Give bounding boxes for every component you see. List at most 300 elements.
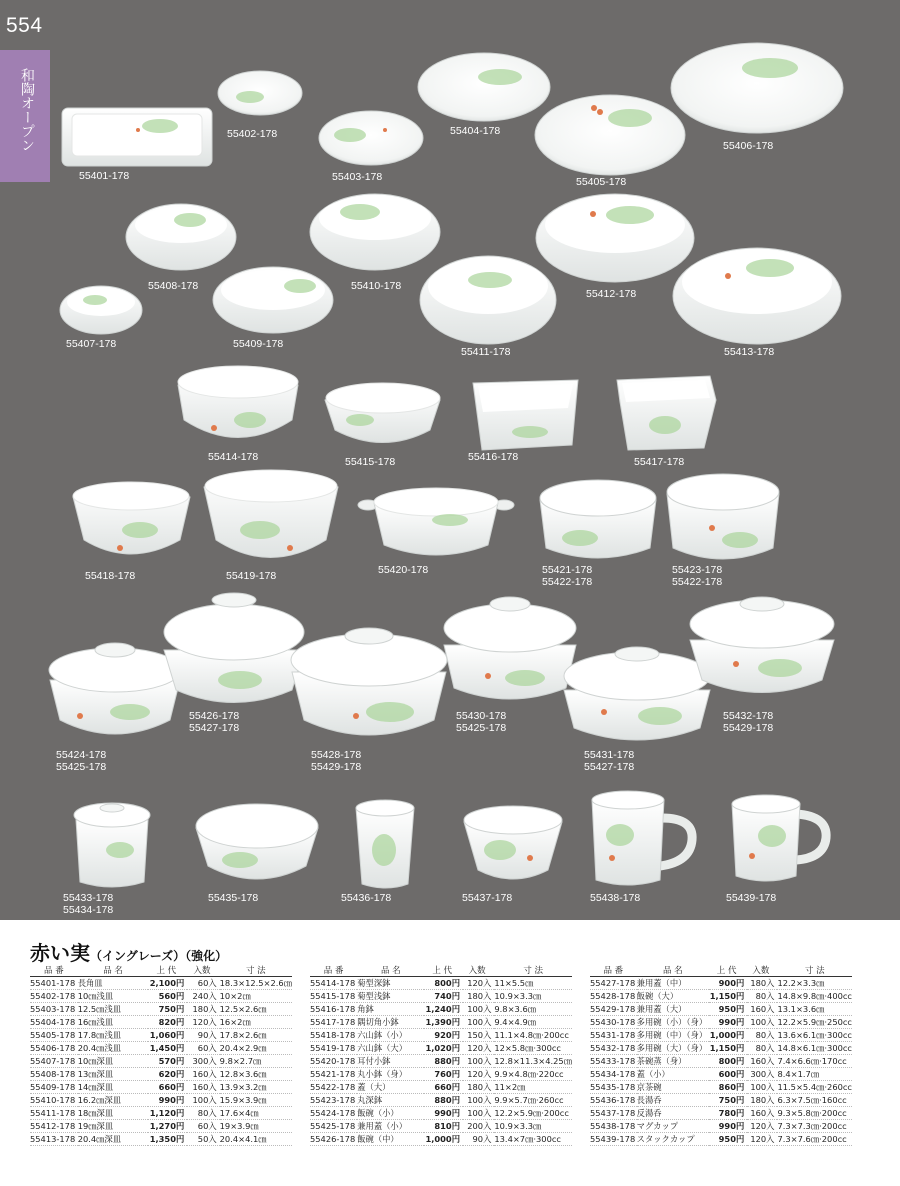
item-name: 12.5㎝浅皿 xyxy=(78,1003,149,1016)
table-row xyxy=(590,1068,852,1081)
label-55437: 55437-178 xyxy=(462,892,513,904)
item-number: 55429-178 xyxy=(590,1004,636,1014)
item-quantity: 80入 xyxy=(747,1042,777,1055)
label-55410: 55410-178 xyxy=(351,280,402,292)
header-no: 品 番 xyxy=(590,963,637,977)
label-55436: 55436-178 xyxy=(341,892,392,904)
label-55435: 55435-178 xyxy=(208,892,259,904)
item-quantity: 200入 xyxy=(463,1120,494,1133)
item-quantity: 120入 xyxy=(747,1133,777,1146)
item-number: 55416-178 xyxy=(310,1004,356,1014)
dish-55418 xyxy=(73,482,190,554)
item-number: 55438-178 xyxy=(590,1121,636,1131)
item-size: 10.9×3.3㎝ xyxy=(494,990,572,1003)
series-subtitle: （イングレーズ）（強化） xyxy=(90,949,228,963)
table-row xyxy=(30,1107,292,1120)
item-quantity: 120入 xyxy=(747,1120,777,1133)
item-number: 55430-178 xyxy=(590,1017,636,1027)
dish-55417 xyxy=(617,376,716,450)
table-row xyxy=(310,1133,572,1146)
item-name: 耳付小鉢 xyxy=(357,1055,424,1068)
table-row xyxy=(30,1081,292,1094)
item-quantity: 180入 xyxy=(187,1003,219,1016)
table-row xyxy=(30,1120,292,1133)
item-number: 55407-178 xyxy=(30,1055,78,1068)
item-quantity: 300入 xyxy=(747,1068,777,1081)
item-price: 880円 xyxy=(424,1055,463,1068)
item-price: 740円 xyxy=(424,990,463,1003)
label-55422-b: 55422-178 xyxy=(672,576,723,588)
table-row xyxy=(310,1003,572,1016)
item-price: 1,240円 xyxy=(424,1003,463,1016)
item-quantity: 100入 xyxy=(747,1081,777,1094)
item-size: 13.1×3.6㎝ xyxy=(777,1003,852,1016)
table-row xyxy=(590,1094,852,1107)
label-55403: 55403-178 xyxy=(332,171,383,183)
item-price: 570円 xyxy=(148,1055,187,1068)
item-size: 12.2×5.9㎝·250cc xyxy=(777,1017,852,1027)
item-name: 兼用蓋（小） xyxy=(357,1120,424,1133)
label-55414: 55414-178 xyxy=(208,451,259,463)
item-quantity: 80入 xyxy=(747,990,777,1003)
item-price: 950円 xyxy=(709,1133,747,1146)
dish-55401 xyxy=(62,108,212,166)
item-size: 10.9×3.3㎝ xyxy=(494,1120,572,1133)
item-price: 1,270円 xyxy=(148,1120,187,1133)
dish-55411 xyxy=(420,256,556,344)
item-size: 7.3×7.3㎝·200cc xyxy=(777,1120,852,1133)
dish-55415 xyxy=(325,383,440,443)
item-price: 810円 xyxy=(424,1120,463,1133)
item-name: 10㎝深皿 xyxy=(78,1055,149,1068)
dish-55416 xyxy=(473,380,578,450)
item-number: 55424-178 xyxy=(310,1108,356,1118)
item-size: 8.4×1.7㎝ xyxy=(777,1068,852,1081)
category-label: 和陶オープン xyxy=(19,68,35,152)
item-name: 長角皿 xyxy=(78,977,149,990)
label-55430: 55430-178 xyxy=(456,710,507,722)
header-no: 品 番 xyxy=(30,963,78,977)
item-name: 飯碗（大） xyxy=(637,990,709,1003)
label-55439: 55439-178 xyxy=(726,892,777,904)
dish-55402 xyxy=(218,71,302,115)
table-row xyxy=(590,1081,852,1094)
item-name: 多用碗（大）（身） xyxy=(636,1043,708,1053)
item-name: マグカップ xyxy=(637,1120,709,1133)
label-55407: 55407-178 xyxy=(66,338,117,350)
series-title: 赤い実 xyxy=(30,941,90,965)
table-row xyxy=(590,1042,852,1055)
table-row xyxy=(310,1016,572,1029)
item-price: 950円 xyxy=(709,1003,747,1016)
table-row xyxy=(310,1107,572,1120)
item-number: 55423-178 xyxy=(310,1095,356,1105)
item-number: 55408-178 xyxy=(30,1068,78,1081)
item-size: 12.2×3.3㎝ xyxy=(777,977,852,990)
item-number: 55420-178 xyxy=(310,1056,356,1066)
dish-55413 xyxy=(673,248,841,344)
item-quantity: 160入 xyxy=(747,1055,777,1068)
header-name: 品 名 xyxy=(357,963,424,977)
item-quantity: 120入 xyxy=(187,1016,219,1029)
item-size: 6.3×7.5㎝·160cc xyxy=(777,1094,852,1107)
item-name: 17.8㎝浅皿 xyxy=(78,1029,149,1042)
table-row xyxy=(590,1055,852,1068)
item-name: 六山鉢（大） xyxy=(357,1042,424,1055)
item-price: 900円 xyxy=(709,977,747,990)
item-name: 20.4㎝深皿 xyxy=(78,1133,149,1146)
item-size: 11.1×4.8㎝·200cc xyxy=(494,1029,572,1042)
item-size: 17.6×4㎝ xyxy=(220,1107,292,1120)
label-55417: 55417-178 xyxy=(634,456,685,468)
item-quantity: 180入 xyxy=(463,990,494,1003)
item-size: 13.4×7㎝·300cc xyxy=(494,1133,572,1146)
table-row xyxy=(310,1029,572,1042)
label-55411: 55411-178 xyxy=(461,346,511,358)
label-55425-a: 55425-178 xyxy=(56,761,107,773)
item-size: 14.8×9.8㎝·400cc xyxy=(777,991,852,1001)
table-row xyxy=(30,1094,292,1107)
item-price: 600円 xyxy=(709,1068,747,1081)
item-price: 860円 xyxy=(709,1081,747,1094)
label-55427-a: 55427-178 xyxy=(189,722,240,734)
table-row xyxy=(30,1016,292,1029)
item-size: 18.3×12.5×2.6㎝ xyxy=(219,978,292,988)
header-size: 寸 法 xyxy=(777,963,852,977)
page-number: 554 xyxy=(6,14,43,37)
item-number: 55436-178 xyxy=(590,1095,636,1105)
item-number: 55422-178 xyxy=(310,1082,356,1092)
item-size: 9.9×5.7㎝·260cc xyxy=(494,1094,572,1107)
table-row xyxy=(590,1016,852,1029)
dish-55420 xyxy=(358,488,514,555)
item-price: 1,000円 xyxy=(424,1133,463,1146)
table-row xyxy=(310,990,572,1003)
label-55413: 55413-178 xyxy=(724,346,775,358)
label-55423: 55423-178 xyxy=(672,564,723,576)
table-row xyxy=(310,1081,572,1094)
item-number: 55437-178 xyxy=(590,1108,636,1118)
label-55424: 55424-178 xyxy=(56,749,107,761)
item-number: 55404-178 xyxy=(30,1016,78,1029)
dish-55430 xyxy=(444,597,576,699)
item-name: 反湯呑 xyxy=(637,1107,709,1120)
item-price: 1,060円 xyxy=(148,1029,187,1042)
spec-table-3 xyxy=(590,963,852,1146)
item-name: 角鉢 xyxy=(357,1003,424,1016)
header-qty: 入数 xyxy=(747,963,777,977)
table-row xyxy=(590,990,852,1003)
label-55427-b: 55427-178 xyxy=(584,761,635,773)
item-quantity: 100入 xyxy=(463,1003,494,1016)
table-row xyxy=(590,977,852,990)
item-quantity: 160入 xyxy=(187,1068,219,1081)
item-size: 16×2㎝ xyxy=(220,1016,292,1029)
dish-55431 xyxy=(564,647,710,740)
item-number: 55418-178 xyxy=(310,1030,356,1040)
header-name: 品 名 xyxy=(78,963,149,977)
table-row xyxy=(590,1107,852,1120)
table-row xyxy=(310,1068,572,1081)
item-quantity: 60入 xyxy=(187,1042,219,1055)
label-55412: 55412-178 xyxy=(586,288,637,300)
item-name: 丸深鉢 xyxy=(357,1094,424,1107)
item-price: 990円 xyxy=(709,1016,747,1029)
table-row xyxy=(30,977,292,990)
item-quantity: 240入 xyxy=(187,990,219,1003)
item-number: 55421-178 xyxy=(310,1069,356,1079)
item-name: 多用碗（中）（身） xyxy=(636,1030,708,1040)
dish-55428 xyxy=(291,628,447,735)
item-name: 菊型深鉢 xyxy=(357,977,424,990)
item-number: 55428-178 xyxy=(590,991,636,1001)
dish-55404 xyxy=(418,53,550,121)
table-row xyxy=(310,977,572,990)
item-price: 820円 xyxy=(148,1016,187,1029)
item-price: 1,390円 xyxy=(424,1016,463,1029)
item-price: 660円 xyxy=(148,1081,187,1094)
item-quantity: 60入 xyxy=(187,977,219,990)
label-55433: 55433-178 xyxy=(63,892,114,904)
item-name: 菊型浅鉢 xyxy=(357,990,424,1003)
table-row xyxy=(590,1120,852,1133)
label-55432: 55432-178 xyxy=(723,710,774,722)
item-name: 18㎝深皿 xyxy=(78,1107,149,1120)
dish-55421 xyxy=(540,480,656,558)
dish-55412 xyxy=(536,194,694,282)
item-price: 990円 xyxy=(709,1120,747,1133)
label-55421: 55421-178 xyxy=(542,564,593,576)
table-row xyxy=(590,1003,852,1016)
item-price: 990円 xyxy=(148,1094,187,1107)
item-quantity: 90入 xyxy=(463,1133,494,1146)
item-number: 55402-178 xyxy=(30,990,78,1003)
item-price: 2,100円 xyxy=(148,977,187,990)
item-price: 760円 xyxy=(424,1068,463,1081)
table-row xyxy=(30,1029,292,1042)
item-name: 蓋（小） xyxy=(637,1068,709,1081)
item-quantity: 50入 xyxy=(187,1133,219,1146)
item-quantity: 180入 xyxy=(463,1081,494,1094)
dish-55408 xyxy=(126,204,236,270)
table-row xyxy=(590,1133,852,1146)
item-name: 飯碗（小） xyxy=(357,1107,424,1120)
header-name: 品 名 xyxy=(637,963,709,977)
table-row xyxy=(310,1055,572,1068)
item-name: 19㎝深皿 xyxy=(78,1120,149,1133)
item-number: 55426-178 xyxy=(310,1134,356,1144)
item-size: 11×5.5㎝ xyxy=(494,977,572,990)
item-quantity: 90入 xyxy=(187,1029,219,1042)
label-55406: 55406-178 xyxy=(723,140,774,152)
table-row xyxy=(30,1133,292,1146)
item-name: 京茶碗 xyxy=(637,1081,709,1094)
item-quantity: 100入 xyxy=(463,1016,494,1029)
item-price: 920円 xyxy=(424,1029,463,1042)
label-55438: 55438-178 xyxy=(590,892,641,904)
item-price: 1,020円 xyxy=(424,1042,463,1055)
label-55409: 55409-178 xyxy=(233,338,284,350)
item-quantity: 150入 xyxy=(463,1029,494,1042)
item-price: 750円 xyxy=(709,1094,747,1107)
item-number: 55417-178 xyxy=(310,1017,356,1027)
item-number: 55432-178 xyxy=(590,1043,636,1053)
item-quantity: 100入 xyxy=(747,1016,777,1029)
item-quantity: 160入 xyxy=(747,1107,777,1120)
item-number: 55431-178 xyxy=(590,1030,636,1040)
item-size: 19×3.9㎝ xyxy=(220,1120,292,1133)
item-name: 茶碗蒸（身） xyxy=(637,1055,709,1068)
item-price: 1,000円 xyxy=(709,1029,747,1042)
spec-table-2 xyxy=(310,963,572,1146)
item-quantity: 80入 xyxy=(747,1029,777,1042)
item-price: 880円 xyxy=(424,1094,463,1107)
item-number: 55406-178 xyxy=(30,1042,78,1055)
dish-55438 xyxy=(592,791,692,885)
item-number: 55401-178 xyxy=(30,977,78,990)
header-price: 上 代 xyxy=(148,963,187,977)
table-row xyxy=(310,1042,572,1055)
table-row xyxy=(30,1055,292,1068)
item-number: 55415-178 xyxy=(310,991,356,1001)
item-price: 800円 xyxy=(424,977,463,990)
item-number: 55414-178 xyxy=(310,978,356,988)
dish-55437 xyxy=(464,806,562,879)
item-quantity: 100入 xyxy=(463,1107,494,1120)
item-quantity: 180入 xyxy=(747,1094,777,1107)
item-name: 六山鉢（小） xyxy=(357,1029,424,1042)
item-name: 飯碗（中） xyxy=(357,1133,424,1146)
item-size: 7.4×6.6㎝·170cc xyxy=(777,1055,852,1068)
header-size: 寸 法 xyxy=(220,963,292,977)
label-55429-b: 55429-178 xyxy=(723,722,774,734)
dish-55436 xyxy=(356,800,414,888)
label-55420: 55420-178 xyxy=(378,564,429,576)
item-number: 55419-178 xyxy=(310,1043,356,1053)
item-quantity: 60入 xyxy=(187,1120,219,1133)
table-row xyxy=(30,990,292,1003)
item-number: 55433-178 xyxy=(590,1056,636,1066)
table-row xyxy=(590,1029,852,1042)
table-row xyxy=(30,1003,292,1016)
item-size: 12.5×2.6㎝ xyxy=(220,1003,292,1016)
dish-55405 xyxy=(535,95,685,175)
table-row xyxy=(30,1042,292,1055)
dish-55426 xyxy=(164,593,304,703)
item-quantity: 120入 xyxy=(463,1068,494,1081)
item-quantity: 100入 xyxy=(463,1055,494,1068)
label-55428: 55428-178 xyxy=(311,749,362,761)
label-55405: 55405-178 xyxy=(576,176,627,188)
item-number: 55425-178 xyxy=(310,1121,356,1131)
item-size: 13.9×3.2㎝ xyxy=(220,1081,292,1094)
dish-55406 xyxy=(671,43,843,133)
item-number: 55413-178 xyxy=(30,1133,78,1146)
dish-55419 xyxy=(204,470,338,558)
label-55418: 55418-178 xyxy=(85,570,136,582)
dish-55424 xyxy=(49,643,181,734)
item-number: 55435-178 xyxy=(590,1082,636,1092)
header-qty: 入数 xyxy=(187,963,219,977)
item-size: 9.4×4.9㎝ xyxy=(494,1016,572,1029)
item-size: 14.8×6.1㎝·300cc xyxy=(777,1043,852,1053)
item-quantity: 100入 xyxy=(187,1094,219,1107)
series-heading xyxy=(30,937,227,966)
header-qty: 入数 xyxy=(463,963,494,977)
dish-55435 xyxy=(196,804,318,879)
item-price: 620円 xyxy=(148,1068,187,1081)
item-price: 1,350円 xyxy=(148,1133,187,1146)
item-name: 10㎝浅皿 xyxy=(78,990,149,1003)
item-size: 12×5.8㎝·300cc xyxy=(494,1042,572,1055)
item-quantity: 120入 xyxy=(463,1042,494,1055)
item-name: 16㎝浅皿 xyxy=(78,1016,149,1029)
item-size: 9.3×5.8㎝·200cc xyxy=(777,1107,852,1120)
header-price: 上 代 xyxy=(424,963,463,977)
item-quantity: 80入 xyxy=(187,1107,219,1120)
item-price: 1,150円 xyxy=(709,1042,747,1055)
table-row xyxy=(30,1068,292,1081)
dish-55407 xyxy=(60,286,142,334)
item-price: 560円 xyxy=(148,990,187,1003)
item-name: 兼用蓋（中） xyxy=(637,977,709,990)
item-quantity: 180入 xyxy=(747,977,777,990)
table-row xyxy=(310,1120,572,1133)
item-name: 丸小鉢（身） xyxy=(357,1068,424,1081)
item-name: 多用碗（小）（身） xyxy=(636,1017,708,1027)
item-size: 11.5×5.4㎝·260cc xyxy=(777,1082,852,1092)
item-number: 55434-178 xyxy=(590,1069,636,1079)
label-55404: 55404-178 xyxy=(450,125,501,137)
label-55434: 55434-178 xyxy=(63,904,114,916)
label-55408: 55408-178 xyxy=(148,280,199,292)
dish-55423 xyxy=(667,474,779,559)
item-number: 55411-178 xyxy=(30,1107,78,1120)
item-size: 20.4×2.9㎝ xyxy=(220,1042,292,1055)
item-name: スタックカップ xyxy=(637,1133,709,1146)
label-55401: 55401-178 xyxy=(79,170,130,182)
item-number: 55410-178 xyxy=(30,1094,78,1107)
label-55429-a: 55429-178 xyxy=(311,761,362,773)
label-55431: 55431-178 xyxy=(584,749,635,761)
label-55425-b: 55425-178 xyxy=(456,722,507,734)
dish-55439 xyxy=(732,795,826,881)
item-size: 9.8×2.7㎝ xyxy=(220,1055,292,1068)
item-price: 780円 xyxy=(709,1107,747,1120)
item-size: 9.9×4.8㎝·220cc xyxy=(494,1068,572,1081)
header-size: 寸 法 xyxy=(494,963,572,977)
dish-55410 xyxy=(310,194,440,270)
item-size: 12.8×3.6㎝ xyxy=(220,1068,292,1081)
item-name: 14㎝深皿 xyxy=(78,1081,149,1094)
item-name: 長湯呑 xyxy=(637,1094,709,1107)
dish-55403 xyxy=(319,111,423,165)
header-no: 品 番 xyxy=(310,963,357,977)
dish-55433 xyxy=(74,803,150,887)
item-quantity: 160入 xyxy=(747,1003,777,1016)
item-name: 20.4㎝浅皿 xyxy=(78,1042,149,1055)
item-name: 兼用蓋（大） xyxy=(637,1003,709,1016)
item-name: 隅切角小鉢 xyxy=(357,1016,424,1029)
item-size: 9.8×3.6㎝ xyxy=(494,1003,572,1016)
item-size: 17.8×2.6㎝ xyxy=(220,1029,292,1042)
label-55422-a: 55422-178 xyxy=(542,576,593,588)
item-number: 55403-178 xyxy=(30,1003,78,1016)
item-price: 1,450円 xyxy=(148,1042,187,1055)
dish-55432 xyxy=(690,597,834,693)
label-55419: 55419-178 xyxy=(226,570,277,582)
item-size: 11×2㎝ xyxy=(494,1081,572,1094)
